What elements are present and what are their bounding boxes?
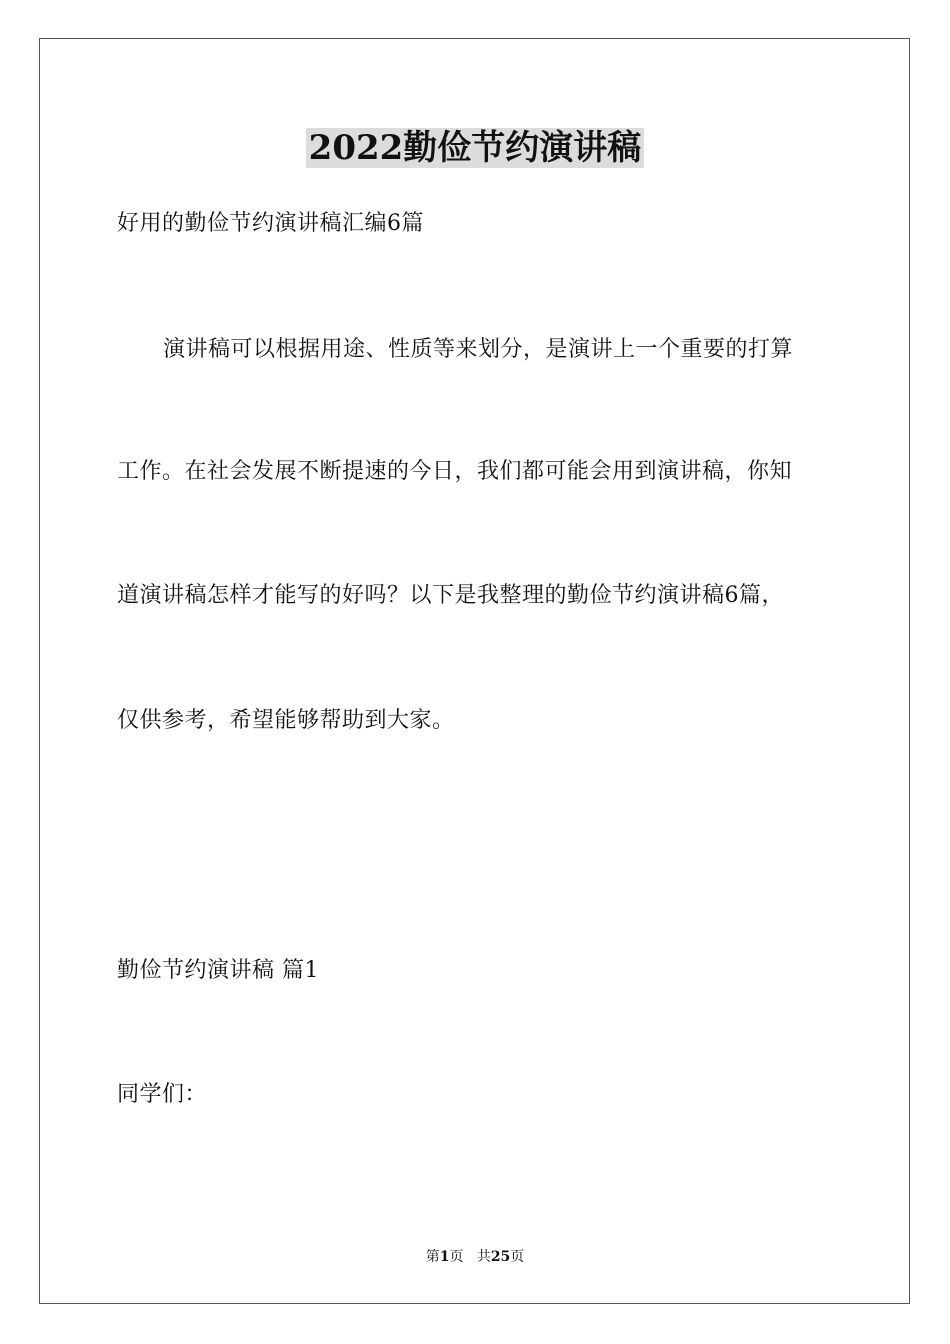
page-footer bbox=[0, 1248, 950, 1266]
intro-line-4: 仅供参考，希望能够帮助到大家。 bbox=[117, 708, 455, 733]
footer-prefix: 第 bbox=[425, 1249, 440, 1265]
intro-line-3: 道演讲稿怎样才能写的好吗？以下是我整理的勤俭节约演讲稿6篇， bbox=[117, 583, 784, 608]
footer-total-pages: 25 bbox=[490, 1249, 511, 1265]
intro-line-1: 演讲稿可以根据用途、性质等来划分，是演讲上一个重要的打算 bbox=[163, 337, 794, 362]
footer-page-unit: 页 bbox=[449, 1249, 464, 1265]
document-subtitle: 好用的勤俭节约演讲稿汇编6篇 bbox=[117, 211, 424, 236]
footer-total-unit: 页 bbox=[510, 1249, 525, 1265]
footer-current-page: 1 bbox=[439, 1249, 450, 1265]
footer-total-prefix: 共 bbox=[476, 1249, 491, 1265]
section-heading: 勤俭节约演讲稿 篇1 bbox=[117, 958, 319, 983]
salutation: 同学们： bbox=[117, 1082, 208, 1107]
document-title-text: 2022勤俭节约演讲稿 bbox=[306, 128, 645, 168]
intro-line-2: 工作。在社会发展不断提速的今日，我们都可能会用到演讲稿，你知 bbox=[117, 459, 793, 484]
document-title bbox=[0, 126, 950, 170]
